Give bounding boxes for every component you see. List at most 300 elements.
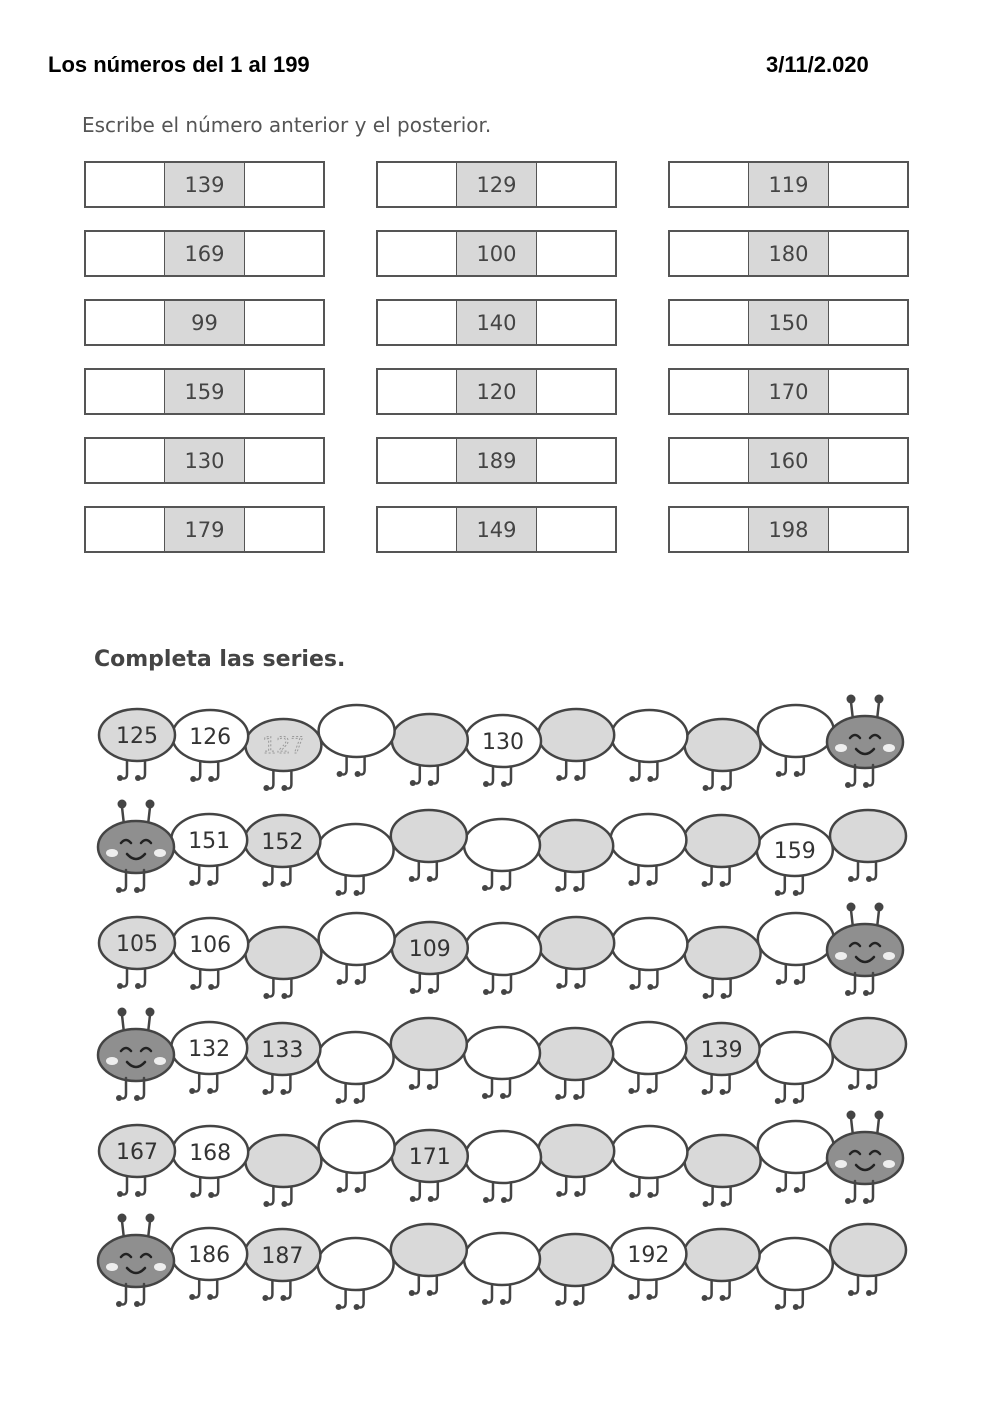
foot bbox=[794, 1187, 800, 1193]
body-segment bbox=[685, 927, 761, 999]
foot bbox=[410, 780, 416, 786]
antenna-tip bbox=[875, 1111, 884, 1120]
number-box bbox=[84, 299, 325, 346]
foot bbox=[134, 887, 140, 893]
segment-shape bbox=[610, 814, 686, 866]
segment-number: 133 bbox=[261, 1038, 304, 1063]
foot bbox=[501, 989, 507, 995]
segment-number: 106 bbox=[189, 933, 232, 958]
body-segment bbox=[610, 814, 686, 886]
next-number-input[interactable] bbox=[245, 439, 323, 482]
foot bbox=[263, 1201, 269, 1207]
body-segment bbox=[464, 1233, 540, 1305]
foot bbox=[482, 1299, 488, 1305]
foot bbox=[409, 1084, 415, 1090]
body-segment bbox=[757, 824, 833, 896]
foot bbox=[647, 1192, 653, 1198]
body-segment bbox=[758, 705, 834, 777]
segment-number: 192 bbox=[627, 1243, 670, 1268]
foot bbox=[428, 780, 434, 786]
segment-shape bbox=[611, 1126, 687, 1178]
foot bbox=[863, 990, 869, 996]
head-shape bbox=[827, 924, 903, 976]
caterpillar-head bbox=[98, 800, 174, 894]
foot bbox=[207, 1088, 213, 1094]
foot bbox=[355, 1187, 361, 1193]
foot bbox=[337, 771, 343, 777]
foot bbox=[848, 1084, 854, 1090]
foot bbox=[280, 881, 286, 887]
next-number-input[interactable] bbox=[245, 232, 323, 275]
foot bbox=[703, 993, 709, 999]
segment-shape bbox=[391, 1018, 467, 1070]
segment-shape bbox=[830, 810, 906, 862]
given-number: 119 bbox=[748, 163, 828, 206]
foot bbox=[281, 785, 287, 791]
segment-shape bbox=[245, 927, 321, 979]
body-segment bbox=[685, 719, 761, 791]
next-number-input[interactable] bbox=[537, 301, 615, 344]
foot bbox=[628, 1294, 634, 1300]
segment-number: 152 bbox=[261, 830, 304, 855]
segment-shape bbox=[464, 1233, 540, 1285]
given-number: 149 bbox=[456, 508, 536, 551]
given-number: 100 bbox=[456, 232, 536, 275]
foot bbox=[720, 881, 726, 887]
foot bbox=[845, 782, 851, 788]
foot bbox=[281, 1201, 287, 1207]
body-segment bbox=[830, 1224, 906, 1296]
body-segment bbox=[391, 1224, 467, 1296]
foot bbox=[189, 880, 195, 886]
page-title: Los números del 1 al 199 bbox=[48, 52, 310, 77]
foot bbox=[355, 771, 361, 777]
foot bbox=[135, 1191, 141, 1197]
foot bbox=[556, 775, 562, 781]
body-segment bbox=[538, 709, 614, 781]
antenna-tip bbox=[146, 800, 155, 809]
caterpillar-head bbox=[98, 1214, 174, 1308]
next-number-input[interactable] bbox=[537, 508, 615, 551]
next-number-input[interactable] bbox=[245, 508, 323, 551]
next-number-input[interactable] bbox=[829, 370, 907, 413]
body-segment bbox=[611, 918, 687, 990]
number-box bbox=[376, 299, 617, 346]
foot bbox=[207, 1294, 213, 1300]
body-segment bbox=[537, 1028, 613, 1100]
caterpillar bbox=[99, 903, 903, 1000]
leg bbox=[120, 1284, 126, 1305]
foot bbox=[280, 1295, 286, 1301]
foot bbox=[117, 775, 123, 781]
head-shape bbox=[98, 1029, 174, 1081]
foot bbox=[427, 1084, 433, 1090]
previous-number-input[interactable] bbox=[86, 232, 164, 275]
foot bbox=[262, 1089, 268, 1095]
given-number: 130 bbox=[164, 439, 244, 482]
foot bbox=[262, 881, 268, 887]
foot bbox=[702, 1089, 708, 1095]
foot bbox=[866, 1084, 872, 1090]
body-segment bbox=[465, 715, 541, 787]
number-box bbox=[84, 368, 325, 415]
body-segment bbox=[171, 1022, 247, 1094]
foot bbox=[628, 1088, 634, 1094]
foot bbox=[189, 1088, 195, 1094]
foot bbox=[702, 1295, 708, 1301]
foot bbox=[280, 1089, 286, 1095]
previous-number-input[interactable] bbox=[670, 301, 748, 344]
foot bbox=[354, 1098, 360, 1104]
foot bbox=[190, 1192, 196, 1198]
body-segment bbox=[318, 1032, 394, 1104]
previous-number-input[interactable] bbox=[670, 232, 748, 275]
foot bbox=[410, 1196, 416, 1202]
foot bbox=[794, 979, 800, 985]
leg bbox=[849, 765, 855, 786]
foot bbox=[134, 1095, 140, 1101]
body-segment bbox=[758, 913, 834, 985]
foot bbox=[776, 1187, 782, 1193]
segment-shape bbox=[245, 1135, 321, 1187]
segment-number: 167 bbox=[116, 1140, 158, 1165]
foot bbox=[500, 1299, 506, 1305]
foot bbox=[775, 890, 781, 896]
antenna-tip bbox=[146, 1214, 155, 1223]
segment-shape bbox=[537, 1234, 613, 1286]
body-segment bbox=[245, 1135, 321, 1207]
foot bbox=[863, 782, 869, 788]
foot bbox=[500, 1093, 506, 1099]
foot bbox=[336, 890, 342, 896]
foot bbox=[116, 887, 122, 893]
segment-shape bbox=[391, 1224, 467, 1276]
foot bbox=[336, 1304, 342, 1310]
body-segment bbox=[172, 1126, 248, 1198]
next-number-input[interactable] bbox=[829, 163, 907, 206]
cheek bbox=[835, 1160, 847, 1168]
foot bbox=[427, 1290, 433, 1296]
foot bbox=[263, 785, 269, 791]
next-number-input[interactable] bbox=[829, 232, 907, 275]
foot bbox=[628, 880, 634, 886]
body-segment bbox=[171, 814, 247, 886]
segment-shape bbox=[611, 710, 687, 762]
segment-shape bbox=[465, 923, 541, 975]
body-segment bbox=[465, 1131, 541, 1203]
segment-shape bbox=[684, 815, 760, 867]
segment-shape bbox=[391, 810, 467, 862]
next-number-input[interactable] bbox=[537, 439, 615, 482]
given-number: 198 bbox=[748, 508, 828, 551]
segment-number: 151 bbox=[188, 829, 231, 854]
segment-number: 109 bbox=[408, 937, 451, 962]
next-number-input[interactable] bbox=[829, 439, 907, 482]
body-segment bbox=[319, 705, 395, 777]
leg bbox=[120, 1078, 126, 1099]
foot bbox=[646, 880, 652, 886]
segment-number: 159 bbox=[773, 839, 816, 864]
body-segment bbox=[537, 820, 613, 892]
foot bbox=[647, 776, 653, 782]
foot bbox=[848, 1290, 854, 1296]
cheek bbox=[835, 952, 847, 960]
given-number: 129 bbox=[456, 163, 536, 206]
instruction-complete-series: Completa las series. bbox=[94, 647, 346, 672]
segment-shape bbox=[318, 1032, 394, 1084]
foot bbox=[354, 1304, 360, 1310]
number-box bbox=[84, 161, 325, 208]
previous-number-input[interactable] bbox=[86, 370, 164, 413]
segment-shape bbox=[758, 913, 834, 965]
caterpillar-series bbox=[0, 690, 1000, 1330]
segment-number: 105 bbox=[116, 932, 158, 957]
given-number: 160 bbox=[748, 439, 828, 482]
antenna-tip bbox=[875, 695, 884, 704]
foot bbox=[337, 979, 343, 985]
next-number-input[interactable] bbox=[245, 301, 323, 344]
segment-shape bbox=[538, 1125, 614, 1177]
foot bbox=[500, 885, 506, 891]
caterpillar bbox=[98, 1008, 906, 1105]
body-segment bbox=[391, 1018, 467, 1090]
number-box bbox=[376, 506, 617, 553]
number-box bbox=[84, 437, 325, 484]
foot bbox=[848, 876, 854, 882]
segment-shape bbox=[758, 1121, 834, 1173]
antenna-tip bbox=[118, 800, 127, 809]
previous-number-input[interactable] bbox=[378, 301, 456, 344]
body-segment bbox=[464, 1027, 540, 1099]
foot bbox=[281, 993, 287, 999]
foot bbox=[410, 988, 416, 994]
foot bbox=[776, 771, 782, 777]
antenna-tip bbox=[118, 1008, 127, 1017]
previous-number-input[interactable] bbox=[378, 439, 456, 482]
foot bbox=[646, 1294, 652, 1300]
previous-number-input[interactable] bbox=[378, 370, 456, 413]
body-segment bbox=[758, 1121, 834, 1193]
body-segment bbox=[392, 714, 468, 786]
caterpillar bbox=[99, 695, 903, 792]
segment-shape bbox=[757, 1032, 833, 1084]
cheek bbox=[106, 1263, 118, 1271]
previous-number-input[interactable] bbox=[86, 508, 164, 551]
foot bbox=[702, 881, 708, 887]
foot bbox=[482, 885, 488, 891]
foot bbox=[190, 776, 196, 782]
foot bbox=[207, 880, 213, 886]
segment-shape bbox=[757, 1238, 833, 1290]
foot bbox=[428, 1196, 434, 1202]
previous-number-input[interactable] bbox=[86, 301, 164, 344]
segment-number: 168 bbox=[189, 1141, 232, 1166]
foot bbox=[482, 1093, 488, 1099]
body-segment bbox=[684, 1229, 760, 1301]
foot bbox=[555, 1094, 561, 1100]
segment-shape bbox=[464, 1027, 540, 1079]
foot bbox=[427, 876, 433, 882]
foot bbox=[574, 1191, 580, 1197]
body-segment bbox=[319, 913, 395, 985]
previous-number-input[interactable] bbox=[378, 232, 456, 275]
foot bbox=[573, 1300, 579, 1306]
foot bbox=[647, 984, 653, 990]
foot bbox=[262, 1295, 268, 1301]
antenna-tip bbox=[847, 1111, 856, 1120]
given-number: 169 bbox=[164, 232, 244, 275]
number-box bbox=[84, 506, 325, 553]
cheek bbox=[154, 1057, 166, 1065]
previous-number-input[interactable] bbox=[86, 163, 164, 206]
foot bbox=[409, 1290, 415, 1296]
foot bbox=[845, 990, 851, 996]
given-number: 140 bbox=[456, 301, 536, 344]
foot bbox=[573, 1094, 579, 1100]
given-number: 170 bbox=[748, 370, 828, 413]
body-segment bbox=[172, 710, 248, 782]
number-box bbox=[668, 230, 909, 277]
number-box bbox=[668, 368, 909, 415]
segment-shape bbox=[318, 1238, 394, 1290]
cheek bbox=[835, 744, 847, 752]
body-segment bbox=[611, 1126, 687, 1198]
number-box bbox=[668, 437, 909, 484]
number-box bbox=[668, 506, 909, 553]
foot bbox=[208, 1192, 214, 1198]
foot bbox=[776, 979, 782, 985]
segment-number: 132 bbox=[188, 1037, 231, 1062]
foot bbox=[845, 1198, 851, 1204]
foot bbox=[866, 1290, 872, 1296]
foot bbox=[863, 1198, 869, 1204]
foot bbox=[501, 781, 507, 787]
previous-number-input[interactable] bbox=[670, 370, 748, 413]
foot bbox=[629, 984, 635, 990]
caterpillar-head bbox=[827, 903, 903, 997]
previous-number-input[interactable] bbox=[86, 439, 164, 482]
foot bbox=[793, 1098, 799, 1104]
previous-number-input[interactable] bbox=[378, 163, 456, 206]
instruction-before-after: Escribe el número anterior y el posterior. bbox=[82, 113, 492, 137]
segment-shape bbox=[610, 1022, 686, 1074]
segment-shape bbox=[830, 1224, 906, 1276]
body-segment bbox=[391, 810, 467, 882]
body-segment bbox=[830, 810, 906, 882]
cheek bbox=[106, 1057, 118, 1065]
next-number-input[interactable] bbox=[537, 163, 615, 206]
antenna-tip bbox=[847, 695, 856, 704]
cheek bbox=[106, 849, 118, 857]
foot bbox=[483, 989, 489, 995]
foot bbox=[189, 1294, 195, 1300]
next-number-input[interactable] bbox=[537, 370, 615, 413]
next-number-input[interactable] bbox=[245, 370, 323, 413]
segment-shape bbox=[465, 1131, 541, 1183]
segment-shape bbox=[685, 927, 761, 979]
foot bbox=[555, 1300, 561, 1306]
segment-number: 126 bbox=[189, 725, 232, 750]
segment-number: 127 bbox=[262, 734, 305, 759]
segment-shape bbox=[685, 1135, 761, 1187]
foot bbox=[501, 1197, 507, 1203]
segment-number: 125 bbox=[116, 724, 158, 749]
segment-shape bbox=[611, 918, 687, 970]
body-segment bbox=[244, 1229, 320, 1301]
next-number-input[interactable] bbox=[829, 301, 907, 344]
foot bbox=[483, 1197, 489, 1203]
body-segment bbox=[172, 918, 248, 990]
body-segment bbox=[830, 1018, 906, 1090]
number-box bbox=[376, 161, 617, 208]
number-box bbox=[376, 437, 617, 484]
foot bbox=[208, 776, 214, 782]
previous-number-input[interactable] bbox=[670, 439, 748, 482]
foot bbox=[793, 890, 799, 896]
foot bbox=[117, 1191, 123, 1197]
caterpillar-head bbox=[827, 1111, 903, 1205]
segment-shape bbox=[537, 820, 613, 872]
segment-shape bbox=[685, 719, 761, 771]
foot bbox=[574, 775, 580, 781]
segment-shape bbox=[758, 705, 834, 757]
segment-shape bbox=[684, 1229, 760, 1281]
given-number: 159 bbox=[164, 370, 244, 413]
body-segment bbox=[244, 815, 320, 887]
number-box bbox=[84, 230, 325, 277]
foot bbox=[793, 1304, 799, 1310]
segment-number: 187 bbox=[261, 1244, 304, 1269]
body-segment bbox=[537, 1234, 613, 1306]
body-segment bbox=[685, 1135, 761, 1207]
foot bbox=[629, 776, 635, 782]
next-number-input[interactable] bbox=[245, 163, 323, 206]
body-segment bbox=[245, 719, 321, 791]
antenna-tip bbox=[847, 903, 856, 912]
given-number: 139 bbox=[164, 163, 244, 206]
previous-number-input[interactable] bbox=[670, 508, 748, 551]
segment-number: 186 bbox=[188, 1243, 231, 1268]
body-segment bbox=[244, 1023, 320, 1095]
foot bbox=[775, 1098, 781, 1104]
next-number-input[interactable] bbox=[829, 508, 907, 551]
cheek bbox=[883, 744, 895, 752]
segment-number: 139 bbox=[700, 1038, 743, 1063]
number-box bbox=[668, 161, 909, 208]
caterpillar bbox=[99, 1111, 903, 1208]
foot bbox=[117, 983, 123, 989]
previous-number-input[interactable] bbox=[670, 163, 748, 206]
leg bbox=[849, 973, 855, 994]
body-segment bbox=[538, 917, 614, 989]
foot bbox=[629, 1192, 635, 1198]
body-segment bbox=[99, 917, 175, 989]
given-number: 180 bbox=[748, 232, 828, 275]
segment-shape bbox=[464, 819, 540, 871]
cheek bbox=[883, 952, 895, 960]
foot bbox=[574, 983, 580, 989]
body-segment bbox=[171, 1228, 247, 1300]
foot bbox=[337, 1187, 343, 1193]
foot bbox=[354, 890, 360, 896]
head-shape bbox=[827, 716, 903, 768]
next-number-input[interactable] bbox=[537, 232, 615, 275]
previous-number-input[interactable] bbox=[378, 508, 456, 551]
caterpillar-head bbox=[827, 695, 903, 789]
segment-shape bbox=[319, 913, 395, 965]
foot bbox=[336, 1098, 342, 1104]
body-segment bbox=[611, 710, 687, 782]
